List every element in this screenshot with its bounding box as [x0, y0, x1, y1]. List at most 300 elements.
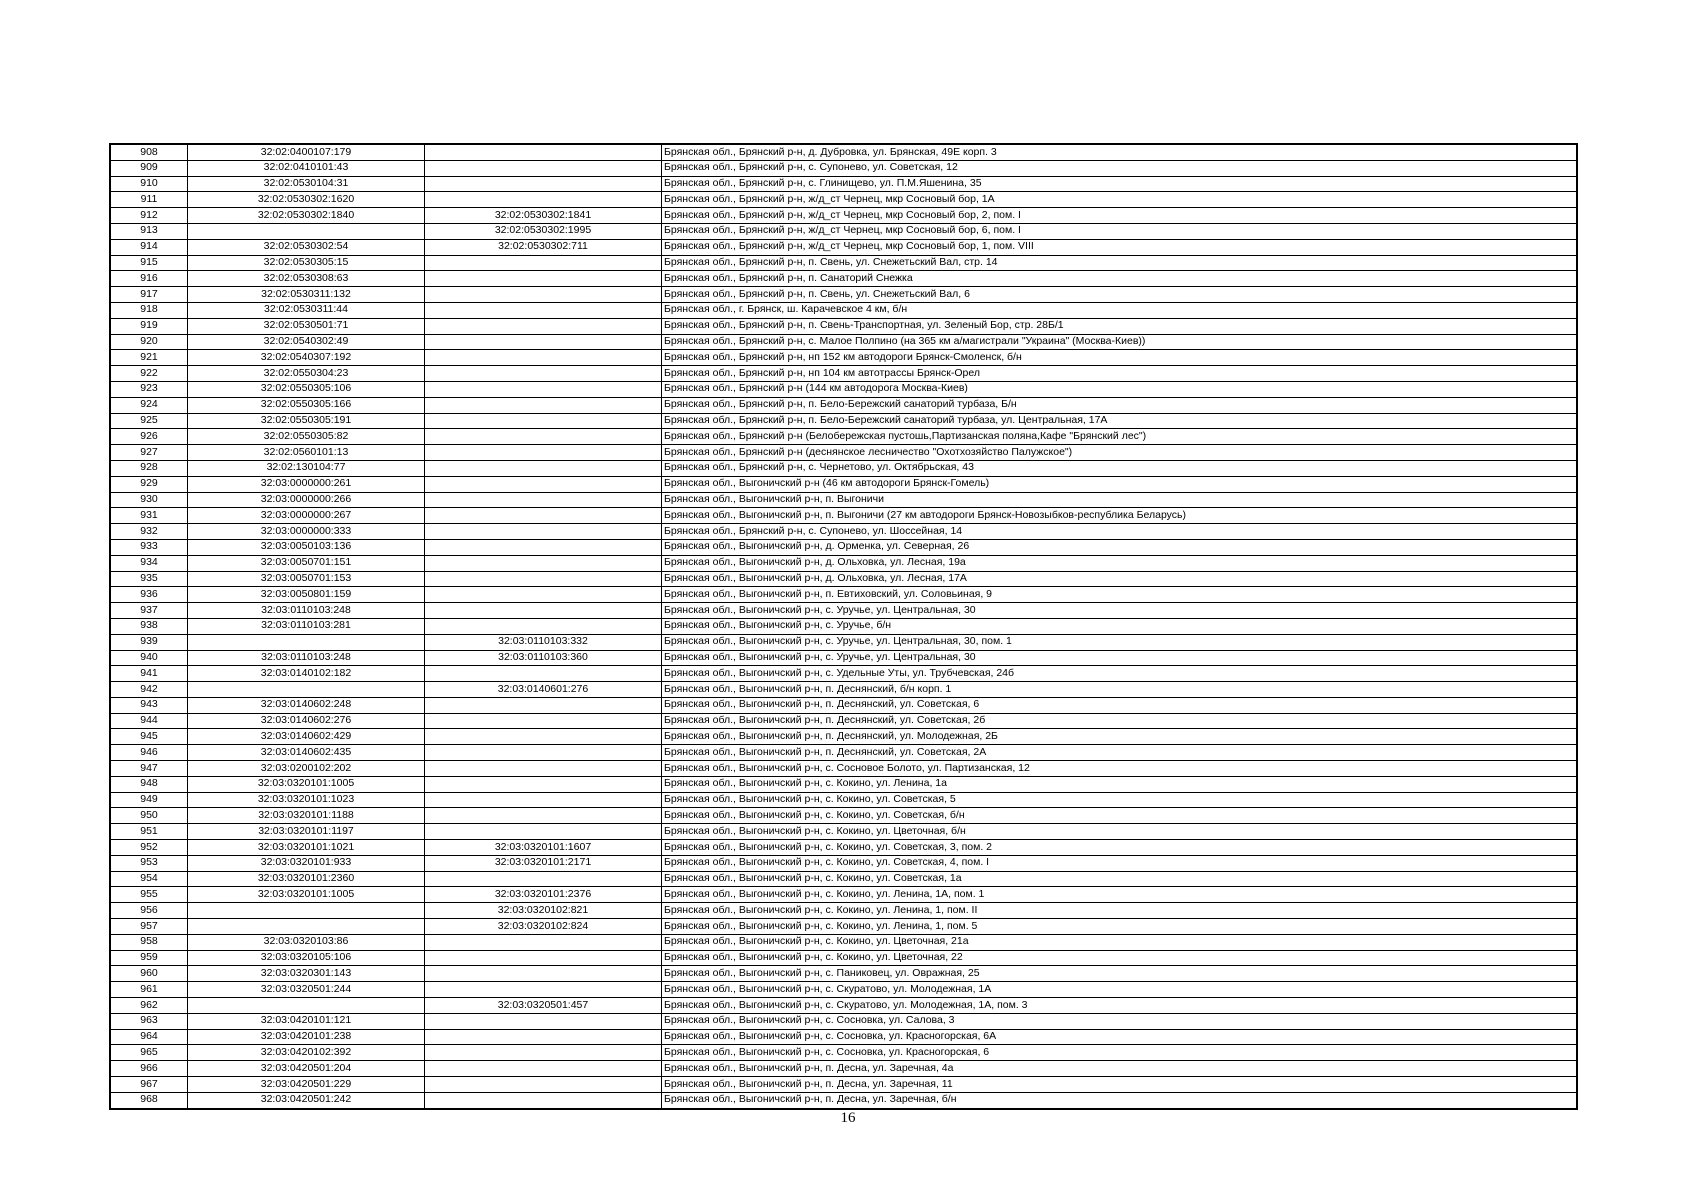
room-cadastral-number-cell [425, 176, 662, 192]
table-row [110, 1077, 1577, 1093]
table-row [110, 271, 1577, 287]
row-number-cell: 931 [110, 508, 188, 524]
cadastral-number-cell: 32:03:0050103:136 [188, 539, 425, 555]
room-cadastral-number-cell [425, 966, 662, 982]
room-cadastral-number-cell [425, 745, 662, 761]
row-number-cell: 930 [110, 492, 188, 508]
cadastral-number-cell: 32:03:0140602:276 [188, 713, 425, 729]
table-row [110, 287, 1577, 303]
address-cell: Брянская обл., Брянский р-н, ж/д_ст Чернец, мкр Сосновый бор, 6, пом. I [662, 223, 1578, 239]
room-cadastral-number-cell [425, 666, 662, 682]
table-row [110, 634, 1577, 650]
row-number-cell: 913 [110, 223, 188, 239]
table-row [110, 492, 1577, 508]
table-row [110, 413, 1577, 429]
row-number-cell: 963 [110, 1013, 188, 1029]
cadastral-number-cell: 32:03:0140602:429 [188, 729, 425, 745]
cadastral-number-cell: 32:02:0540302:49 [188, 334, 425, 350]
property-table [109, 143, 1578, 1110]
table-row [110, 587, 1577, 603]
row-number-cell: 912 [110, 208, 188, 224]
property-table-body [110, 144, 1577, 1109]
address-cell: Брянская обл., Брянский р-н, п. Свень, ул. Снежетьский Вал, стр. 14 [662, 255, 1578, 271]
table-row [110, 223, 1577, 239]
table-row [110, 982, 1577, 998]
row-number-cell: 923 [110, 381, 188, 397]
room-cadastral-number-cell [425, 524, 662, 540]
address-cell: Брянская обл., Выгоничский р-н, д. Ольховка, ул. Лесная, 19а [662, 555, 1578, 571]
room-cadastral-number-cell [425, 476, 662, 492]
cadastral-number-cell: 32:03:0320103:86 [188, 934, 425, 950]
address-cell: Брянская обл., Выгоничский р-н, с. Кокино, ул. Цветочная, б/н [662, 824, 1578, 840]
cadastral-number-cell: 32:03:0000000:261 [188, 476, 425, 492]
row-number-cell: 928 [110, 460, 188, 476]
table-row [110, 524, 1577, 540]
table-row [110, 1029, 1577, 1045]
cadastral-number-cell: 32:03:0050701:153 [188, 571, 425, 587]
table-row [110, 571, 1577, 587]
cadastral-number-cell: 32:03:0320101:1005 [188, 887, 425, 903]
table-row [110, 144, 1577, 160]
cadastral-number-cell: 32:03:0110103:248 [188, 650, 425, 666]
address-cell: Брянская обл., Выгоничский р-н, с. Кокино, ул. Ленина, 1А, пом. 1 [662, 887, 1578, 903]
cadastral-number-cell: 32:03:0320105:106 [188, 950, 425, 966]
cadastral-number-cell: 32:03:0320101:1023 [188, 792, 425, 808]
cadastral-number-cell: 32:03:0420501:229 [188, 1077, 425, 1093]
address-cell: Брянская обл., Выгоничский р-н, с. Кокино, ул. Советская, 3, пом. 2 [662, 840, 1578, 856]
cadastral-number-cell: 32:03:0420501:242 [188, 1092, 425, 1108]
row-number-cell: 937 [110, 603, 188, 619]
address-cell: Брянская обл., Брянский р-н (144 км автодорога Москва-Киев) [662, 381, 1578, 397]
row-number-cell: 911 [110, 192, 188, 208]
table-row [110, 239, 1577, 255]
address-cell: Брянская обл., Выгоничский р-н, с. Кокино, ул. Советская, 5 [662, 792, 1578, 808]
cadastral-number-cell: 32:03:0000000:266 [188, 492, 425, 508]
table-row [110, 650, 1577, 666]
room-cadastral-number-cell [425, 381, 662, 397]
room-cadastral-number-cell [425, 350, 662, 366]
cadastral-number-cell [188, 903, 425, 919]
room-cadastral-number-cell [425, 539, 662, 555]
address-cell: Брянская обл., Выгоничский р-н, п. Десна, ул. Заречная, 11 [662, 1077, 1578, 1093]
row-number-cell: 909 [110, 160, 188, 176]
cadastral-number-cell: 32:02:0530311:132 [188, 287, 425, 303]
table-row [110, 950, 1577, 966]
room-cadastral-number-cell [425, 1092, 662, 1108]
room-cadastral-number-cell [425, 982, 662, 998]
row-number-cell: 965 [110, 1045, 188, 1061]
room-cadastral-number-cell [425, 1029, 662, 1045]
row-number-cell: 936 [110, 587, 188, 603]
address-cell: Брянская обл., Выгоничский р-н, с. Паниковец, ул. Овражная, 25 [662, 966, 1578, 982]
room-cadastral-number-cell [425, 192, 662, 208]
table-row [110, 429, 1577, 445]
table-row [110, 871, 1577, 887]
address-cell: Брянская обл., Выгоничский р-н (46 км автодороги Брянск-Гомель) [662, 476, 1578, 492]
room-cadastral-number-cell [425, 255, 662, 271]
row-number-cell: 960 [110, 966, 188, 982]
address-cell: Брянская обл., Брянский р-н, п. Свень, ул. Снежетьский Вал, 6 [662, 287, 1578, 303]
row-number-cell: 954 [110, 871, 188, 887]
address-cell: Брянская обл., Выгоничский р-н, с. Сосновка, ул. Салова, 3 [662, 1013, 1578, 1029]
address-cell: Брянская обл., Выгоничский р-н, п. Десна, ул. Заречная, 4а [662, 1061, 1578, 1077]
cadastral-number-cell: 32:02:0550305:166 [188, 397, 425, 413]
row-number-cell: 926 [110, 429, 188, 445]
table-row [110, 539, 1577, 555]
table-row [110, 887, 1577, 903]
row-number-cell: 945 [110, 729, 188, 745]
cadastral-number-cell [188, 634, 425, 650]
room-cadastral-number-cell: 32:03:0110103:360 [425, 650, 662, 666]
cadastral-number-cell: 32:02:0410101:43 [188, 160, 425, 176]
address-cell: Брянская обл., Выгоничский р-н, д. Ольховка, ул. Лесная, 17А [662, 571, 1578, 587]
cadastral-number-cell: 32:03:0320501:244 [188, 982, 425, 998]
address-cell: Брянская обл., Выгоничский р-н, с. Кокино, ул. Советская, 1а [662, 871, 1578, 887]
address-cell: Брянская обл., Выгоничский р-н, п. Деснянский, ул. Молодежная, 2Б [662, 729, 1578, 745]
room-cadastral-number-cell: 32:02:0530302:1841 [425, 208, 662, 224]
table-row [110, 998, 1577, 1014]
address-cell: Брянская обл., Брянский р-н, с. Малое Полпино (на 365 км а/магистрали "Украина" (Москва-Киев)) [662, 334, 1578, 350]
cadastral-number-cell: 32:03:0050801:159 [188, 587, 425, 603]
cadastral-number-cell: 32:03:0420102:392 [188, 1045, 425, 1061]
room-cadastral-number-cell [425, 1013, 662, 1029]
address-cell: Брянская обл., Выгоничский р-н, с. Сосновка, ул. Красногорская, 6 [662, 1045, 1578, 1061]
cadastral-number-cell: 32:02:0400107:179 [188, 144, 425, 160]
cadastral-number-cell: 32:02:0530311:44 [188, 302, 425, 318]
table-row [110, 792, 1577, 808]
room-cadastral-number-cell [425, 460, 662, 476]
address-cell: Брянская обл., Брянский р-н, ж/д_ст Чернец, мкр Сосновый бор, 1А [662, 192, 1578, 208]
cadastral-number-cell: 32:03:0320101:1005 [188, 776, 425, 792]
row-number-cell: 950 [110, 808, 188, 824]
row-number-cell: 962 [110, 998, 188, 1014]
address-cell: Брянская обл., Брянский р-н, ж/д_ст Чернец, мкр Сосновый бор, 1, пом. VIII [662, 239, 1578, 255]
room-cadastral-number-cell [425, 271, 662, 287]
room-cadastral-number-cell [425, 871, 662, 887]
room-cadastral-number-cell: 32:03:0140601:276 [425, 682, 662, 698]
address-cell: Брянская обл., Выгоничский р-н, д. Орменка, ул. Северная, 26 [662, 539, 1578, 555]
room-cadastral-number-cell [425, 397, 662, 413]
cadastral-number-cell: 32:02:0530501:71 [188, 318, 425, 334]
table-row [110, 445, 1577, 461]
row-number-cell: 918 [110, 302, 188, 318]
cadastral-number-cell: 32:03:0110103:248 [188, 603, 425, 619]
table-row [110, 824, 1577, 840]
cadastral-number-cell [188, 919, 425, 935]
table-row [110, 176, 1577, 192]
row-number-cell: 908 [110, 144, 188, 160]
room-cadastral-number-cell [425, 445, 662, 461]
room-cadastral-number-cell [425, 729, 662, 745]
row-number-cell: 910 [110, 176, 188, 192]
row-number-cell: 941 [110, 666, 188, 682]
address-cell: Брянская обл., Брянский р-н, п. Бело-Бережский санаторий турбаза, ул. Центральная, 17А [662, 413, 1578, 429]
room-cadastral-number-cell [425, 1061, 662, 1077]
table-row [110, 855, 1577, 871]
row-number-cell: 932 [110, 524, 188, 540]
address-cell: Брянская обл., Брянский р-н, нп 152 км автодороги Брянск-Смоленск, б/н [662, 350, 1578, 366]
address-cell: Брянская обл., Выгоничский р-н, п. Деснянский, ул. Советская, 2б [662, 713, 1578, 729]
row-number-cell: 951 [110, 824, 188, 840]
cadastral-number-cell: 32:02:0530305:15 [188, 255, 425, 271]
address-cell: Брянская обл., Брянский р-н, нп 104 км автотрассы Брянск-Орел [662, 366, 1578, 382]
table-row [110, 919, 1577, 935]
address-cell: Брянская обл., Выгоничский р-н, с. Уручье, ул. Центральная, 30, пом. 1 [662, 634, 1578, 650]
room-cadastral-number-cell [425, 950, 662, 966]
cadastral-number-cell: 32:02:0530104:31 [188, 176, 425, 192]
cadastral-number-cell: 32:02:0560101:13 [188, 445, 425, 461]
row-number-cell: 944 [110, 713, 188, 729]
room-cadastral-number-cell [425, 587, 662, 603]
table-row [110, 381, 1577, 397]
room-cadastral-number-cell [425, 776, 662, 792]
row-number-cell: 957 [110, 919, 188, 935]
room-cadastral-number-cell [425, 761, 662, 777]
table-row [110, 397, 1577, 413]
cadastral-number-cell: 32:02:0550304:23 [188, 366, 425, 382]
address-cell: Брянская обл., Выгоничский р-н, с. Уручье, ул. Центральная, 30 [662, 650, 1578, 666]
row-number-cell: 955 [110, 887, 188, 903]
room-cadastral-number-cell [425, 713, 662, 729]
room-cadastral-number-cell [425, 697, 662, 713]
table-row [110, 255, 1577, 271]
cadastral-number-cell: 32:03:0320101:1188 [188, 808, 425, 824]
row-number-cell: 924 [110, 397, 188, 413]
address-cell: Брянская обл., Выгоничский р-н, с. Кокино, ул. Цветочная, 21а [662, 934, 1578, 950]
table-row [110, 1092, 1577, 1108]
address-cell: Брянская обл., Брянский р-н, с. Чернетово, ул. Октябрьская, 43 [662, 460, 1578, 476]
cadastral-number-cell: 32:02:0530302:54 [188, 239, 425, 255]
cadastral-number-cell: 32:02:0530302:1620 [188, 192, 425, 208]
address-cell: Брянская обл., Выгоничский р-н, с. Сосновка, ул. Красногорская, 6А [662, 1029, 1578, 1045]
address-cell: Брянская обл., Выгоничский р-н, с. Уручье, ул. Центральная, 30 [662, 603, 1578, 619]
row-number-cell: 966 [110, 1061, 188, 1077]
table-row [110, 966, 1577, 982]
cadastral-number-cell: 32:03:0140602:248 [188, 697, 425, 713]
table-row [110, 666, 1577, 682]
row-number-cell: 946 [110, 745, 188, 761]
row-number-cell: 967 [110, 1077, 188, 1093]
row-number-cell: 953 [110, 855, 188, 871]
page-number: 16 [840, 1110, 856, 1126]
cadastral-number-cell: 32:03:0140602:435 [188, 745, 425, 761]
table-row [110, 476, 1577, 492]
cadastral-number-cell: 32:03:0050701:151 [188, 555, 425, 571]
room-cadastral-number-cell: 32:03:0110103:332 [425, 634, 662, 650]
table-row [110, 160, 1577, 176]
table-row [110, 192, 1577, 208]
row-number-cell: 921 [110, 350, 188, 366]
cadastral-number-cell [188, 682, 425, 698]
table-row [110, 508, 1577, 524]
table-row [110, 697, 1577, 713]
row-number-cell: 919 [110, 318, 188, 334]
address-cell: Брянская обл., Брянский р-н, с. Супонево, ул. Шоссейная, 14 [662, 524, 1578, 540]
row-number-cell: 940 [110, 650, 188, 666]
room-cadastral-number-cell [425, 160, 662, 176]
cadastral-number-cell: 32:03:0200102:202 [188, 761, 425, 777]
address-cell: Брянская обл., Выгоничский р-н, с. Кокино, ул. Ленина, 1, пом. II [662, 903, 1578, 919]
row-number-cell: 929 [110, 476, 188, 492]
row-number-cell: 922 [110, 366, 188, 382]
address-cell: Брянская обл., Выгоничский р-н, п. Деснянский, ул. Советская, 6 [662, 697, 1578, 713]
address-cell: Брянская обл., г. Брянск, ш. Карачевское 4 км, б/н [662, 302, 1578, 318]
address-cell: Брянская обл., Выгоничский р-н, с. Кокино, ул. Ленина, 1а [662, 776, 1578, 792]
address-cell: Брянская обл., Выгоничский р-н, п. Десна, ул. Заречная, б/н [662, 1092, 1578, 1108]
table-row [110, 302, 1577, 318]
address-cell: Брянская обл., Выгоничский р-н, п. Выгоничи (27 км автодороги Брянск-Новозыбков-республика Беларусь) [662, 508, 1578, 524]
room-cadastral-number-cell: 32:03:0320101:1607 [425, 840, 662, 856]
room-cadastral-number-cell [425, 366, 662, 382]
address-cell: Брянская обл., Брянский р-н, п. Свень-Транспортная, ул. Зеленый Бор, стр. 28Б/1 [662, 318, 1578, 334]
row-number-cell: 961 [110, 982, 188, 998]
address-cell: Брянская обл., Выгоничский р-н, с. Сосновое Болото, ул. Партизанская, 12 [662, 761, 1578, 777]
table-row [110, 618, 1577, 634]
row-number-cell: 964 [110, 1029, 188, 1045]
table-row [110, 1061, 1577, 1077]
room-cadastral-number-cell [425, 792, 662, 808]
room-cadastral-number-cell: 32:03:0320102:821 [425, 903, 662, 919]
cadastral-number-cell: 32:03:0140102:182 [188, 666, 425, 682]
room-cadastral-number-cell [425, 144, 662, 160]
table-row [110, 808, 1577, 824]
address-cell: Брянская обл., Выгоничский р-н, п. Евтиховский, ул. Соловьиная, 9 [662, 587, 1578, 603]
room-cadastral-number-cell: 32:03:0320501:457 [425, 998, 662, 1014]
row-number-cell: 935 [110, 571, 188, 587]
address-cell: Брянская обл., Выгоничский р-н, с. Кокино, ул. Цветочная, 22 [662, 950, 1578, 966]
room-cadastral-number-cell [425, 1077, 662, 1093]
room-cadastral-number-cell [425, 508, 662, 524]
row-number-cell: 948 [110, 776, 188, 792]
cadastral-number-cell: 32:03:0420101:121 [188, 1013, 425, 1029]
room-cadastral-number-cell: 32:02:0530302:1995 [425, 223, 662, 239]
row-number-cell: 956 [110, 903, 188, 919]
row-number-cell: 947 [110, 761, 188, 777]
table-row [110, 334, 1577, 350]
table-row [110, 713, 1577, 729]
row-number-cell: 943 [110, 697, 188, 713]
table-row [110, 1013, 1577, 1029]
room-cadastral-number-cell: 32:03:0320101:2171 [425, 855, 662, 871]
address-cell: Брянская обл., Выгоничский р-н, п. Деснянский, б/н корп. 1 [662, 682, 1578, 698]
cadastral-number-cell: 32:02:0530308:63 [188, 271, 425, 287]
room-cadastral-number-cell [425, 287, 662, 303]
cadastral-number-cell: 32:03:0420101:238 [188, 1029, 425, 1045]
row-number-cell: 927 [110, 445, 188, 461]
cadastral-number-cell [188, 998, 425, 1014]
cadastral-number-cell: 32:03:0320101:1197 [188, 824, 425, 840]
cadastral-number-cell: 32:03:0320101:933 [188, 855, 425, 871]
cadastral-number-cell: 32:03:0320101:2360 [188, 871, 425, 887]
row-number-cell: 958 [110, 934, 188, 950]
address-cell: Брянская обл., Брянский р-н, п. Бело-Бережский санаторий турбаза, Б/н [662, 397, 1578, 413]
address-cell: Брянская обл., Брянский р-н, с. Глинищево, ул. П.М.Яшенина, 35 [662, 176, 1578, 192]
row-number-cell: 933 [110, 539, 188, 555]
address-cell: Брянская обл., Брянский р-н (деснянское лесничество "Охотхозяйство Палужское") [662, 445, 1578, 461]
room-cadastral-number-cell [425, 603, 662, 619]
row-number-cell: 920 [110, 334, 188, 350]
row-number-cell: 915 [110, 255, 188, 271]
cadastral-number-cell: 32:03:0110103:281 [188, 618, 425, 634]
address-cell: Брянская обл., Брянский р-н, с. Супонево, ул. Советская, 12 [662, 160, 1578, 176]
row-number-cell: 938 [110, 618, 188, 634]
table-row [110, 761, 1577, 777]
row-number-cell: 916 [110, 271, 188, 287]
room-cadastral-number-cell [425, 824, 662, 840]
row-number-cell: 925 [110, 413, 188, 429]
room-cadastral-number-cell [425, 318, 662, 334]
row-number-cell: 952 [110, 840, 188, 856]
room-cadastral-number-cell [425, 492, 662, 508]
row-number-cell: 942 [110, 682, 188, 698]
row-number-cell: 934 [110, 555, 188, 571]
table-row [110, 555, 1577, 571]
room-cadastral-number-cell [425, 413, 662, 429]
row-number-cell: 939 [110, 634, 188, 650]
room-cadastral-number-cell: 32:03:0320101:2376 [425, 887, 662, 903]
address-cell: Брянская обл., Выгоничский р-н, п. Деснянский, ул. Советская, 2А [662, 745, 1578, 761]
cadastral-number-cell: 32:03:0000000:267 [188, 508, 425, 524]
cadastral-number-cell: 32:02:0540307:192 [188, 350, 425, 366]
cadastral-number-cell: 32:03:0320101:1021 [188, 840, 425, 856]
cadastral-number-cell: 32:03:0420501:204 [188, 1061, 425, 1077]
table-row [110, 840, 1577, 856]
row-number-cell: 914 [110, 239, 188, 255]
room-cadastral-number-cell [425, 934, 662, 950]
address-cell: Брянская обл., Выгоничский р-н, с. Кокино, ул. Советская, 4, пом. I [662, 855, 1578, 871]
table-row [110, 366, 1577, 382]
address-cell: Брянская обл., Брянский р-н (Белобережская пустошь,Партизанская поляна,Кафе "Брянский лес") [662, 429, 1578, 445]
cadastral-number-cell: 32:02:0550305:106 [188, 381, 425, 397]
address-cell: Брянская обл., Брянский р-н, д. Дубровка, ул. Брянская, 49Е корп. 3 [662, 144, 1578, 160]
cadastral-number-cell: 32:02:0550305:191 [188, 413, 425, 429]
table-row [110, 745, 1577, 761]
cadastral-number-cell: 32:03:0320301:143 [188, 966, 425, 982]
room-cadastral-number-cell: 32:02:0530302:711 [425, 239, 662, 255]
table-row [110, 682, 1577, 698]
room-cadastral-number-cell [425, 571, 662, 587]
table-row [110, 603, 1577, 619]
address-cell: Брянская обл., Выгоничский р-н, с. Кокино, ул. Ленина, 1, пом. 5 [662, 919, 1578, 935]
table-row [110, 460, 1577, 476]
table-row [110, 903, 1577, 919]
cadastral-number-cell [188, 223, 425, 239]
address-cell: Брянская обл., Выгоничский р-н, с. Уручье, б/н [662, 618, 1578, 634]
room-cadastral-number-cell [425, 618, 662, 634]
room-cadastral-number-cell [425, 302, 662, 318]
address-cell: Брянская обл., Брянский р-н, ж/д_ст Чернец, мкр Сосновый бор, 2, пом. I [662, 208, 1578, 224]
cadastral-number-cell: 32:02:0530302:1840 [188, 208, 425, 224]
address-cell: Брянская обл., Выгоничский р-н, с. Скуратово, ул. Молодежная, 1А, пом. 3 [662, 998, 1578, 1014]
row-number-cell: 949 [110, 792, 188, 808]
table-row [110, 350, 1577, 366]
cadastral-number-cell: 32:03:0000000:333 [188, 524, 425, 540]
table-row [110, 1045, 1577, 1061]
address-cell: Брянская обл., Брянский р-н, п. Санаторий Снежка [662, 271, 1578, 287]
table-row [110, 729, 1577, 745]
room-cadastral-number-cell [425, 555, 662, 571]
row-number-cell: 959 [110, 950, 188, 966]
room-cadastral-number-cell: 32:03:0320102:824 [425, 919, 662, 935]
row-number-cell: 917 [110, 287, 188, 303]
address-cell: Брянская обл., Выгоничский р-н, с. Удельные Уты, ул. Трубчевская, 24б [662, 666, 1578, 682]
table-row [110, 934, 1577, 950]
address-cell: Брянская обл., Выгоничский р-н, п. Выгоничи [662, 492, 1578, 508]
room-cadastral-number-cell [425, 429, 662, 445]
cadastral-number-cell: 32:02:0550305:82 [188, 429, 425, 445]
address-cell: Брянская обл., Выгоничский р-н, с. Скуратово, ул. Молодежная, 1А [662, 982, 1578, 998]
table-row [110, 208, 1577, 224]
